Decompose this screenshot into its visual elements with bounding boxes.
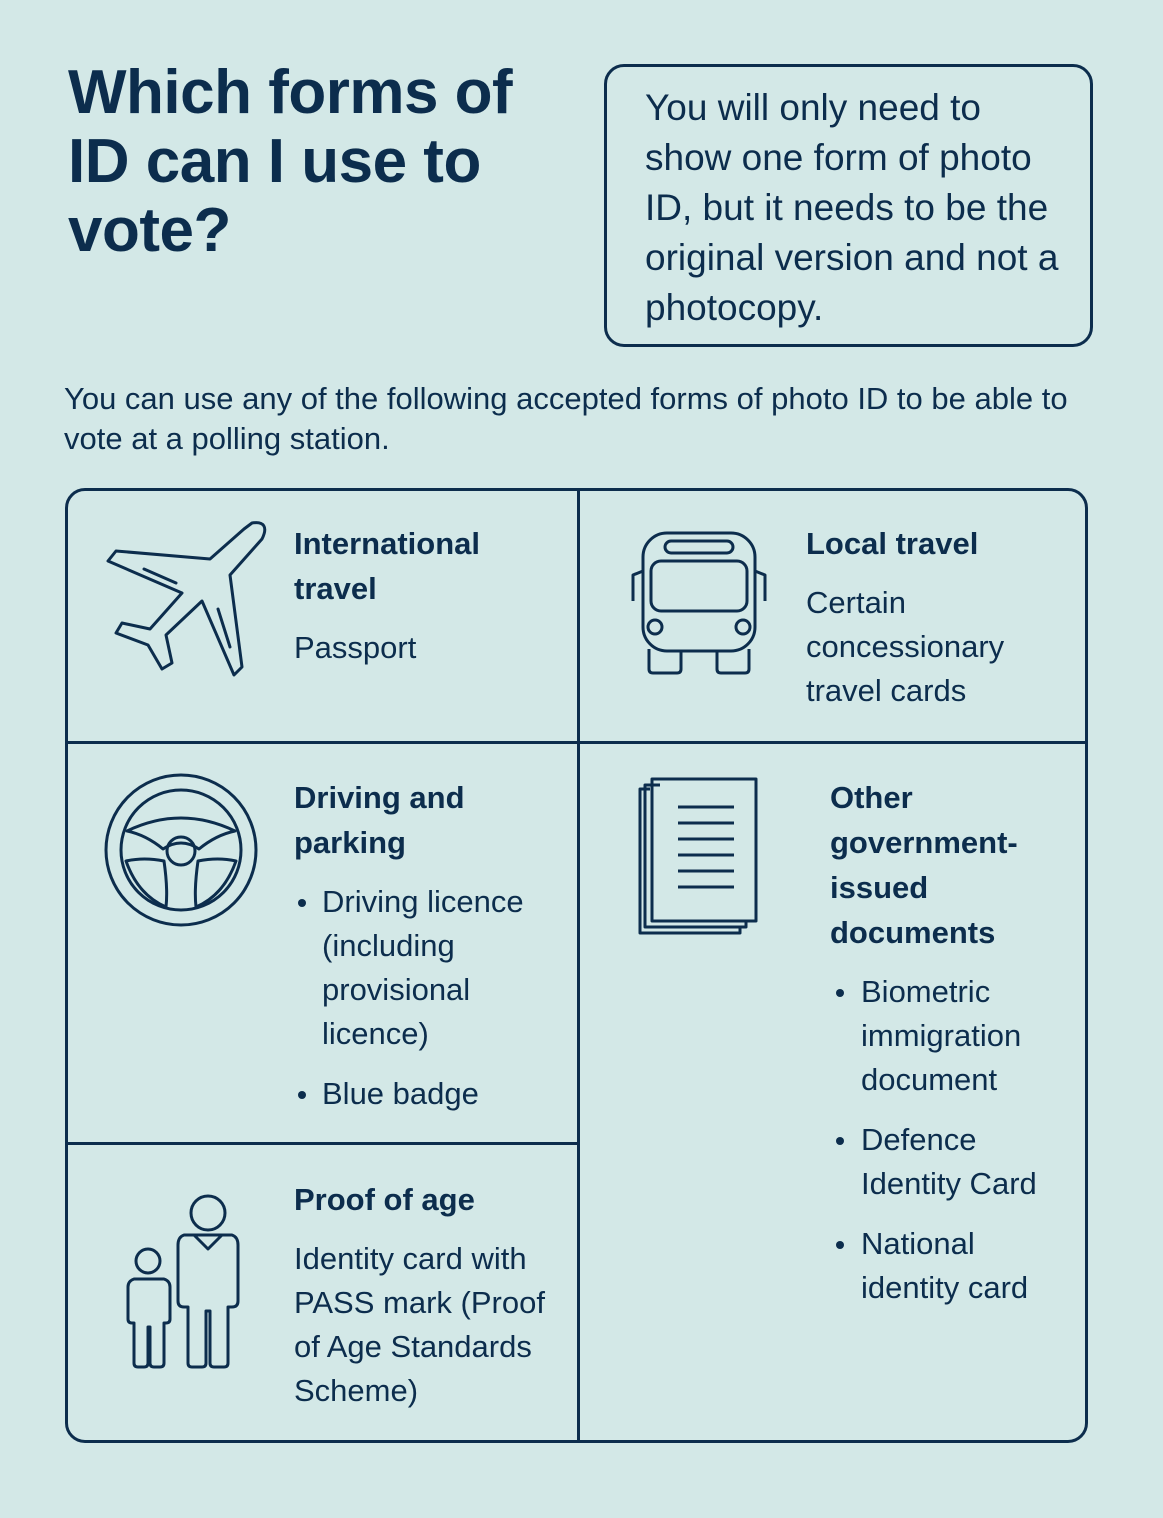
proof-of-age-title: Proof of age [294,1182,475,1217]
local-travel-cell [806,521,1066,713]
proof-of-age-description: Identity card with PASS mark (Proof of Age Standards Scheme) [294,1241,545,1408]
list-item: Biometric immigration document [832,970,1070,1102]
international-travel-cell [294,521,564,670]
other-government-title: Other government-issued documents [830,780,1018,950]
page-title: Which forms of ID can I use to vote? [68,58,513,265]
international-travel-description: Passport [294,630,417,665]
airplane-icon [102,517,272,692]
notice-box: You will only need to show one form of photo ID, but it needs to be the original version and not a photocopy. [604,64,1093,347]
driving-parking-list [294,880,564,1116]
list-item: Blue badge [294,1072,564,1116]
list-item: Driving licence (including provisional licence) [294,880,564,1056]
steering-wheel-icon [104,773,258,932]
other-government-list [832,970,1070,1310]
documents-icon [636,777,762,942]
people-icon [122,1193,246,1378]
proof-of-age-cell [294,1177,570,1413]
bus-icon [629,529,769,684]
grid-divider-row1 [68,741,1085,744]
list-item: National identity card [832,1222,1070,1310]
id-categories-grid [65,488,1088,1443]
local-travel-description: Certain concessionary travel cards [806,585,1005,708]
grid-divider-vertical [577,491,580,1440]
list-item: Defence Identity Card [832,1118,1070,1206]
international-travel-title: International travel [294,526,481,606]
other-government-cell [830,775,1070,1326]
local-travel-title: Local travel [806,526,979,561]
driving-parking-cell [294,775,564,1132]
driving-parking-title: Driving and parking [294,780,465,860]
grid-divider-left-row2 [68,1142,578,1145]
intro-text: You can use any of the following accepted forms of photo ID to be able to vote at a polling station. [64,381,1068,456]
